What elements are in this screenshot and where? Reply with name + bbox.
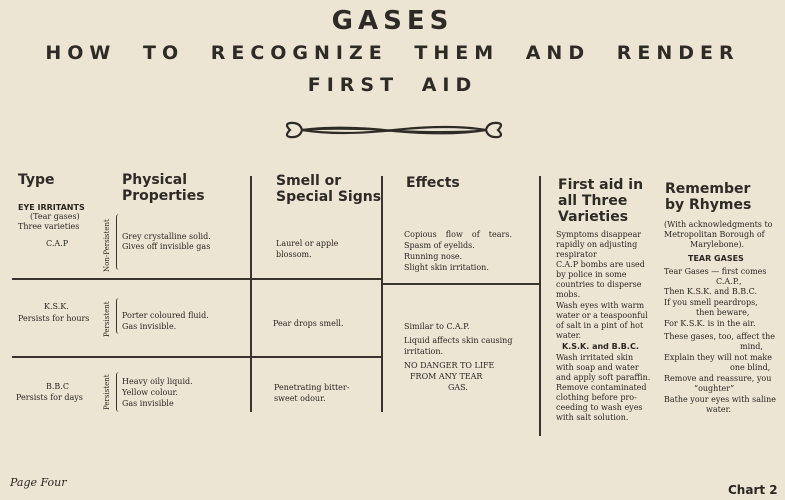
first-aid-line: countries to disperse [556,280,642,289]
rhyme-line: “oughter” [694,384,735,393]
bbc-property-line: Gas invisible [122,399,174,408]
first-aid-line: by police in some [556,270,627,279]
first-aid-line: with soap and water [556,363,639,372]
header-first-aid-line3: Varieties [558,209,629,225]
first-aid-line: and apply soft paraffin. [556,373,651,382]
first-aid-line: Wash irritated skin [556,353,634,362]
type-three-varieties: Three varieties [18,222,80,231]
first-aid-line: Symptoms disappear [556,230,642,239]
first-aid-line: Remove contaminated [556,383,647,392]
cap-effect-line: Copious flow of tears. [404,230,512,239]
rhyme-line: C.A.P., [716,277,742,286]
no-danger-line: NO DANGER TO LIFE [404,361,495,370]
chart-number: Chart 2 [728,483,778,497]
rhyme-line: Explain they will not make [664,353,772,362]
row-divider [12,278,382,280]
no-danger-line: GAS. [448,383,468,392]
first-aid-line: Wash eyes with warm [556,301,645,310]
rhyme-line: For K.S.K. is in the air. [664,319,756,328]
ksk-bbc-effect-line: Liquid affects skin causing [404,336,513,345]
first-aid-line: with salt solution. [556,413,629,422]
rhymes-acknowledgment: Metropolitan Borough of [664,230,765,239]
cap-smell-line: Laurel or apple [276,239,339,248]
persistence-label: Persistent [103,301,111,337]
first-aid-subheading: K.S.K. and B.B.C. [562,342,639,351]
type-eye-irritants: EYE IRRITANTS [18,203,85,212]
first-aid-line: water or a teaspoonful [556,311,648,320]
cap-property-line: Gives off invisible gas [122,242,211,251]
cap-effect-line: Slight skin irritation. [404,263,489,272]
page-subtitle-line2: FIRST AID [307,74,478,96]
first-aid-line: rapidly on adjusting [556,240,638,249]
rhyme-line: mind, [740,342,763,351]
persistence-label: Persistent [103,374,111,410]
rhyme-line: Tear Gases — first comes [664,267,767,276]
ksk-bbc-effect-line: irritation. [404,347,444,356]
cap-property-line: Grey crystalline solid. [122,232,211,241]
first-aid-line: ceeding to wash eyes [556,403,643,412]
ksk-property-line: Porter coloured fluid. [122,311,209,320]
cap-effect-line: Running nose. [404,252,463,261]
cap-smell-line: blossom. [276,250,312,259]
page-subtitle-line1: HOW TO RECOGNIZE THEM AND RENDER [45,42,740,64]
row-divider [12,356,382,358]
row-divider [382,283,539,285]
rhymes-heading: TEAR GASES [688,254,744,263]
rhyme-line: Then K.S.K. and B.B.C. [664,287,758,296]
header-smell-line1: Smell or [276,173,342,189]
header-effects: Effects [406,175,460,191]
no-danger-line: FROM ANY TEAR [410,372,483,381]
type-ksk-persistence: Persists for hours [18,314,90,323]
page-title: GASES [331,6,454,36]
first-aid-line: clothing before pro- [556,393,637,402]
first-aid-line: water. [556,331,582,340]
column-divider [250,176,252,412]
rhyme-line: one blind, [730,363,771,372]
type-bbc-persistence: Persists for days [16,393,83,402]
first-aid-line: C.A.P bombs are used [556,260,645,269]
page-number: Page Four [10,476,67,489]
bbc-property-line: Yellow colour. [122,388,178,397]
rhymes-acknowledgment: Marylebone). [690,240,745,249]
header-physical-line1: Physical [122,172,188,188]
column-divider [539,176,541,436]
bbc-smell-line: Penetrating bitter- [274,383,350,392]
header-rhymes-line1: Remember [665,181,751,197]
type-ksk: K.S.K. [44,302,69,311]
persistence-label: Non-Persistent [103,219,111,272]
rhyme-line: If you smell peardrops, [664,298,758,307]
ksk-smell-line: Pear drops smell. [273,319,344,328]
rhyme-line: Bathe your eyes with saline [664,395,776,404]
header-type: Type [18,172,55,188]
header-physical-line2: Properties [122,188,205,204]
type-tear-gases: (Tear gases) [30,212,80,221]
ksk-property-line: Gas invisible. [122,322,177,331]
decorative-scroll-ornament [280,118,508,142]
type-cap: C.A.P [46,239,69,248]
header-first-aid-line1: First aid in [558,177,644,193]
first-aid-line: mobs. [556,290,581,299]
cap-effect-line: Spasm of eyelids. [404,241,475,250]
rhyme-line: then beware, [696,308,750,317]
first-aid-line: respirator [556,250,597,259]
rhyme-line: Remove and reassure, you [664,374,772,383]
rhyme-line: These gases, too, affect the [664,332,775,341]
first-aid-line: of salt in a pint of hot [556,321,644,330]
rhymes-acknowledgment: (With acknowledgments to [664,220,773,229]
bbc-smell-line: sweet odour. [274,394,326,403]
ksk-bbc-effect-line: Similar to C.A.P. [404,322,470,331]
header-smell-line2: Special Signs [276,189,382,205]
header-first-aid-line2: all Three [558,193,628,209]
header-rhymes-line2: by Rhymes [665,197,752,213]
bbc-property-line: Heavy oily liquid. [122,377,193,386]
rhyme-line: water. [706,405,732,414]
type-bbc: B.B.C [46,382,69,391]
column-divider [381,176,383,412]
